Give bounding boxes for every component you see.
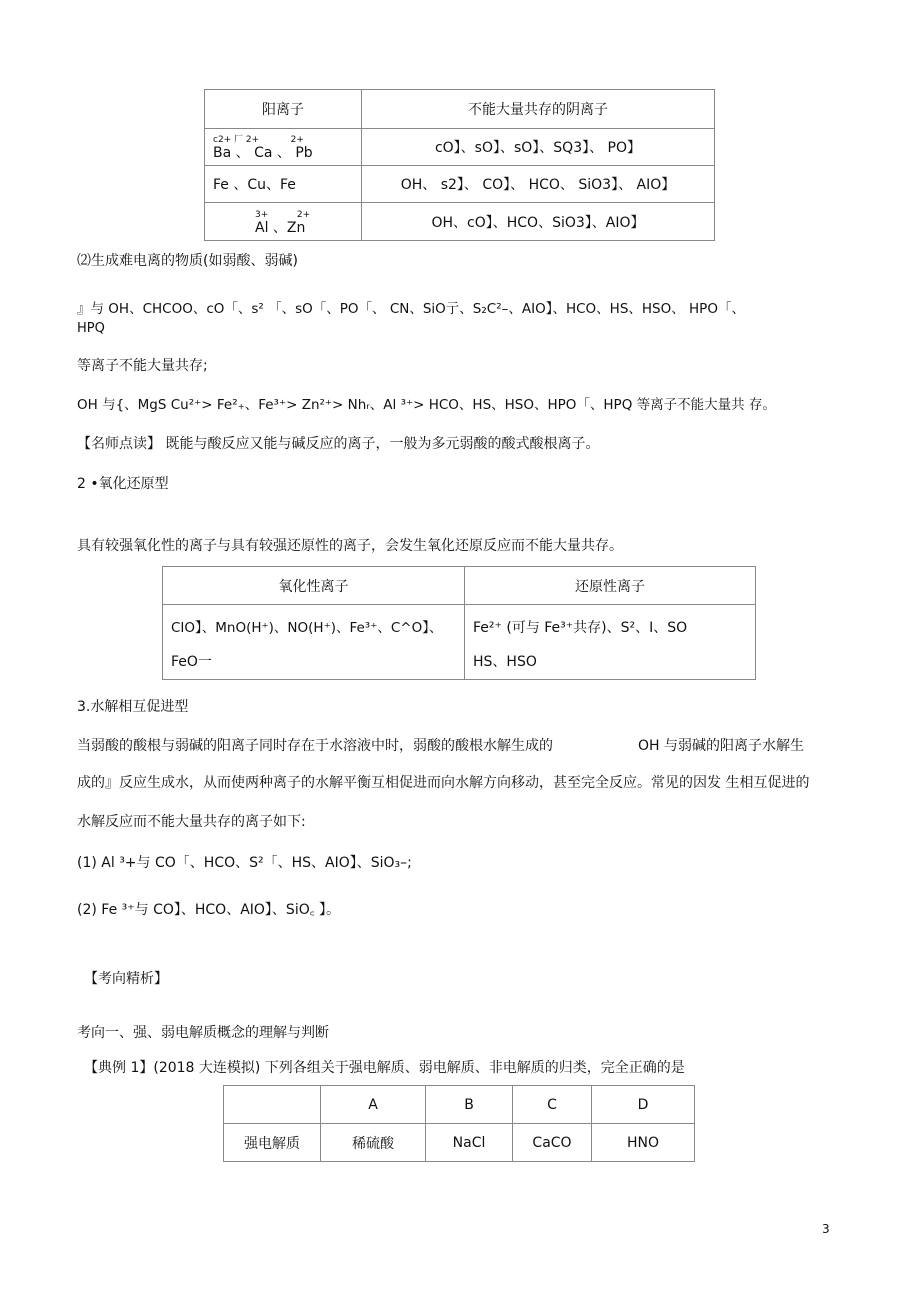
para-oh-list: OH 与{、MgS Cu²⁺> Fe²₊、Fe³⁺> Zn²⁺> Nhᵣ、Al ³⁺> HCO、HS、HSO、HPO「、HPQ 等离子不能大量共 存。 [77,397,776,413]
page-number: 3 [822,1222,830,1236]
t1-header-cation: 阳离子 [205,90,362,129]
subsection-title: 考向一、强、弱电解质概念的理解与判断 [77,1025,329,1041]
hydrolysis-item2: (2) Fe ³⁺与 CO】、HCO、AIO】、SiO꜀ 】。 [77,902,341,918]
electrolyte-table [223,1085,695,1162]
teacher-note: 【名师点读】 既能与酸反应又能与碱反应的离子，一般为多元弱酸的酸式酸根离子。 [77,436,600,452]
t3-header-a: A [321,1086,426,1124]
t3-header-d: D [592,1086,695,1124]
para-ion-list: 』与 OH、CHCOO、cO「、s² 「、sO「、PO「、 CN、SiO亍、S₂C²–、AIO】、HCO、HS、HSO、 HPO「、 [77,301,745,317]
t3-cell-c: CaCO [513,1124,592,1162]
hydrolysis-item1: (1) Al ³+与 CO「、HCO、S²「、HS、AIO】、SiO₃–; [77,855,412,871]
para-ion-list-cont: HPQ [77,321,105,336]
t1-r3-cation-text: Al 、Zn [255,219,306,236]
t3-header-blank [224,1086,321,1124]
t2-reducing-cell [465,605,756,680]
t2-oxidizing-cell [163,605,465,680]
t3-header-b: B [426,1086,513,1124]
t1-header-anion: 不能大量共存的阴离子 [362,90,715,129]
t1-r3-anion: OH、cO】、HCO、SiO3】、AIO】 [362,203,715,241]
t1-r3-cation-sup: 3+ 2+ [255,209,311,220]
t1-r2-cation: Fe 、Cu、Fe [205,166,362,203]
redox-table [162,566,756,680]
t2-header-oxidizing: 氧化性离子 [163,567,465,605]
cation-anion-table [204,89,715,241]
hydrolysis-line3: 水解反应而不能大量共存的离子如下: [77,814,306,830]
t1-r1-cation-text: Ba 、 Ca 、 Pb [213,145,313,161]
t3-cell-b: NaCl [426,1124,513,1162]
para-cannot-coexist: 等离子不能大量共存; [77,358,208,374]
t3-row-label: 强电解质 [224,1124,321,1162]
para-redox-desc: 具有较强氧化性的离子与具有较强还原性的离子，会发生氧化还原反应而不能大量共存。 [77,538,623,554]
hydrolysis-line1b: OH 与弱碱的阳离子水解生 [638,738,804,754]
para-weak-electrolyte: ⑵生成难电离的物质(如弱酸、弱碱) [77,253,298,269]
t1-r1-cation [205,129,362,166]
section-hydrolysis-title: 3.水解相互促进型 [77,699,189,715]
section-analysis-title: 【考向精析】 [84,971,168,987]
t1-r3-cation [205,203,362,241]
example-question: 【典例 1】(2018 大连模拟) 下列各组关于强电解质、弱电解质、非电解质的归类，完全正确的是 [84,1060,685,1076]
t3-cell-a: 稀硫酸 [321,1124,426,1162]
hydrolysis-line1a: 当弱酸的酸根与弱碱的阳离子同时存在于水溶液中时，弱酸的酸根水解生成的 [77,738,553,754]
t1-r1-anion: cO】、sO】、sO】、SQ3】、 PO】 [362,129,715,166]
hydrolysis-line2: 成的』反应生成水，从而使两种离子的水解平衡互相促进而向水解方向移动，甚至完全反应。常见的因发 生相互促进的 [77,775,810,791]
t3-cell-d: HNO [592,1124,695,1162]
section-redox-title: 2 •氧化还原型 [77,476,169,492]
t2-reducing-line1: Fe²⁺ (可与 Fe³⁺共存)、S²、I、SO [473,620,688,636]
t2-reducing-line2: HS、HSO [473,654,537,670]
t2-oxidizing-line1: CIO】、MnO(H⁺)、NO(H⁺)、Fe³⁺、C^O】、 [171,620,443,636]
t3-header-c: C [513,1086,592,1124]
t1-r1-cation-sup: c2+ 厂 2+ 2+ [213,135,304,145]
t2-oxidizing-line2: FeO一 [171,654,212,670]
t1-r2-anion: OH、 s2】、 CO】、 HCO、 SiO3】、 AIO】 [362,166,715,203]
t2-header-reducing: 还原性离子 [465,567,756,605]
